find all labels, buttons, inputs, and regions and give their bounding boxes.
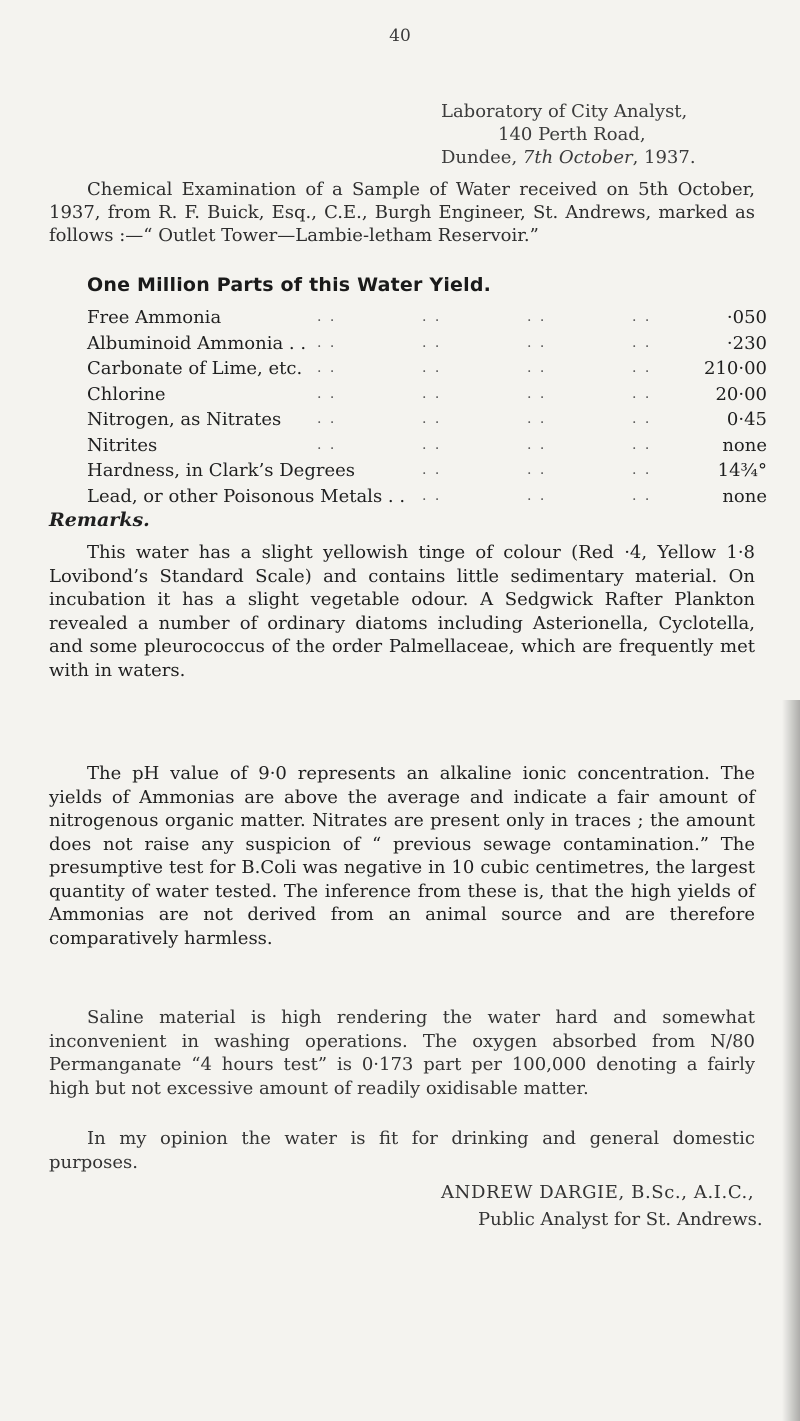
remarks-paragraph-colour: This water has a slight yellowish tinge of colour (Red ·4, Yellow 1·8 Lovibond’s Standard Scale) and contains little sedimentary material. On incubation it has a slight vegetable odour. A Sedgwick Rafter Plankton revealed a number of ordinary diatoms including Asterionella, Cyclotella, and some pleurococcus of the order Palmellaceae, which are frequently met with in waters. bbox=[49, 542, 755, 681]
leader-dot-group: . . bbox=[317, 309, 337, 325]
leader-dot-group: . . bbox=[527, 309, 547, 325]
result-name: Nitrogen, as Nitrates bbox=[87, 409, 282, 430]
letterhead-line-3 bbox=[441, 146, 696, 169]
letterhead-address bbox=[441, 100, 696, 169]
leader-dot-group: . . bbox=[632, 487, 652, 504]
leader-dot-group: . . bbox=[527, 360, 547, 376]
result-row bbox=[87, 305, 767, 331]
leader-dot-group: . . bbox=[632, 411, 652, 427]
remarks-heading: Remarks. bbox=[49, 509, 150, 531]
result-row bbox=[87, 382, 767, 408]
result-row bbox=[87, 484, 767, 510]
leader-dot-group: . . bbox=[527, 334, 547, 351]
leader-dot-group: . . bbox=[632, 334, 652, 351]
leader-dot-group: . . bbox=[632, 385, 652, 402]
leader-dot-group: . . bbox=[422, 385, 442, 402]
page-edge-shadow bbox=[782, 700, 800, 1421]
results-table bbox=[87, 305, 767, 509]
result-value: none bbox=[722, 485, 767, 507]
remarks-paragraph-ph: The pH value of 9·0 represents an alkaline ionic concentration. The yields of Ammonias are above the average and indicate a fair amount of nitrogenous organic matter. Nitrates are present only in traces ; the amount does not raise any suspicion of “ previous sewage contamination.” The presumptive test for B.Coli was negative in 10 cubic centimetres, the largest quantity of water tested. The inference from these is, that the high yields of Ammonias are not derived from an animal source and are therefore comparatively harmless. bbox=[49, 763, 755, 949]
result-value: 14¾° bbox=[717, 460, 767, 481]
leader-dot-group: . . bbox=[317, 436, 337, 453]
letterhead-date: 7th October bbox=[522, 147, 633, 168]
page-number: 40 bbox=[389, 26, 411, 46]
results-table-heading: One Million Parts of this Water Yield. bbox=[87, 274, 492, 296]
result-row bbox=[87, 356, 767, 382]
result-row bbox=[87, 458, 767, 484]
letterhead-year: , 1937. bbox=[632, 147, 696, 168]
leader-dot-group: . . bbox=[317, 411, 337, 427]
letterhead-line-2: 140 Perth Road, bbox=[498, 124, 646, 145]
leader-dot-group: . . bbox=[632, 462, 652, 478]
result-row bbox=[87, 331, 767, 357]
result-value: 0·45 bbox=[726, 409, 767, 430]
signature-name: ANDREW DARGIE, B.Sc., A.I.C., bbox=[441, 1182, 755, 1203]
leader-dot-group: . . bbox=[317, 385, 337, 402]
result-name: Free Ammonia bbox=[87, 307, 222, 328]
leader-dot-group: . . bbox=[422, 436, 442, 453]
leader-dot-group: . . bbox=[317, 360, 337, 376]
result-row bbox=[87, 407, 767, 433]
result-value: 20·00 bbox=[715, 383, 767, 405]
letterhead-city: Dundee, bbox=[441, 147, 523, 168]
leader-dot-group: . . bbox=[422, 360, 442, 376]
result-value: none bbox=[722, 434, 767, 456]
signature-title: Public Analyst for St. Andrews. bbox=[478, 1209, 763, 1230]
remarks-paragraph-opinion: In my opinion the water is fit for drinking and general domestic purposes. bbox=[49, 1128, 755, 1173]
leader-dot-group: . . bbox=[527, 487, 547, 504]
result-name: Carbonate of Lime, etc. bbox=[87, 358, 303, 379]
leader-dot-group: . . bbox=[422, 487, 442, 504]
leader-dot-group: . . bbox=[422, 411, 442, 427]
leader-dot-group: . . bbox=[632, 360, 652, 376]
leader-dot-group: . . bbox=[527, 462, 547, 478]
leader-dot-group: . . bbox=[422, 462, 442, 478]
result-value: ·050 bbox=[726, 307, 767, 328]
result-name: Albuminoid Ammonia . . bbox=[87, 332, 307, 354]
leader-dot-group: . . bbox=[527, 436, 547, 453]
signature-block bbox=[441, 1179, 763, 1233]
leader-dot-group: . . bbox=[317, 334, 337, 351]
leader-dot-group: . . bbox=[632, 309, 652, 325]
remarks-paragraph-saline: Saline material is high rendering the water hard and somewhat inconvenient in washing operations. The oxygen absorbed from N/80 Permanganate “4 hours test” is 0·173 part per 100,000 denoting a fairly high but not excessive amount of readily oxidisable matter. bbox=[49, 1007, 755, 1099]
letterhead-line-1: Laboratory of City Analyst, bbox=[441, 101, 688, 122]
result-value: 210·00 bbox=[704, 358, 767, 379]
leader-dot-group: . . bbox=[527, 385, 547, 402]
intro-paragraph: Chemical Examination of a Sample of Water received on 5th October, 1937, from R. F. Buick, Esq., C.E., Burgh Engineer, St. Andrews, marked as follows :—“ Outlet Tower—Lambie-letham Reservoir.” bbox=[49, 179, 755, 246]
leader-dot-group: . . bbox=[422, 309, 442, 325]
result-name: Hardness, in Clark’s Degrees bbox=[87, 460, 355, 481]
result-name: Nitrites bbox=[87, 434, 158, 456]
result-value: ·230 bbox=[726, 332, 767, 354]
leader-dot-group: . . bbox=[527, 411, 547, 427]
result-name: Chlorine bbox=[87, 383, 166, 405]
result-name: Lead, or other Poisonous Metals . . bbox=[87, 485, 406, 507]
leader-dot-group: . . bbox=[422, 334, 442, 351]
leader-dot-group: . . bbox=[632, 436, 652, 453]
result-row bbox=[87, 433, 767, 459]
